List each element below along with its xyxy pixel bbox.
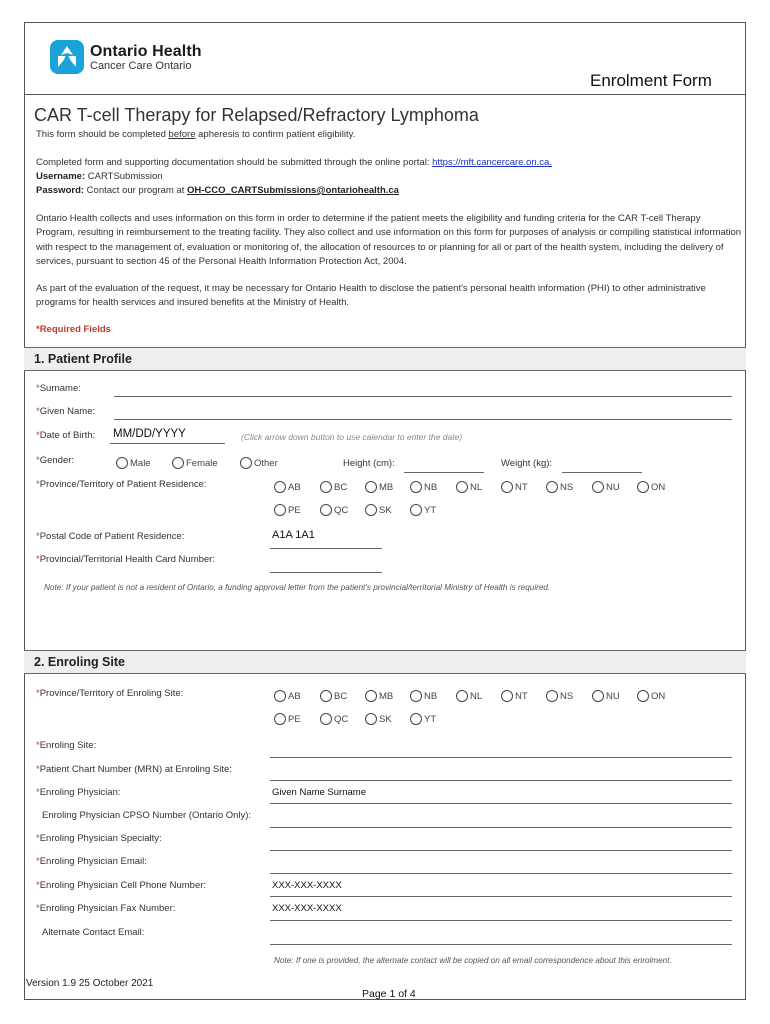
- patient-province-ns-radio[interactable]: NS: [546, 481, 573, 493]
- site-province-yt-radio[interactable]: YT: [410, 713, 436, 725]
- patient-province-pe-radio[interactable]: PE: [274, 504, 301, 516]
- site-province-bc-radio[interactable]: BC: [320, 690, 347, 702]
- surname-label: *Surname:: [36, 383, 81, 394]
- mrn-field[interactable]: [270, 780, 732, 781]
- fax-underline: [270, 920, 732, 921]
- physician-label: *Enroling Physician:: [36, 787, 121, 798]
- password-line: Password: Contact our program at OH-CCO_CARTSubmissions@ontariohealth.ca: [36, 185, 399, 196]
- site-province-nu-radio[interactable]: NU: [592, 690, 620, 702]
- disclosure-notice: As part of the evaluation of the request, it may be necessary for Ontario Health to disclose the patient's personal health information (PHI) to other administrative programs for health services and insured benefits at the Ministry of Health.: [36, 283, 706, 309]
- required-fields-note: *Required Fields: [36, 324, 111, 335]
- form-title: CAR T-cell Therapy for Relapsed/Refractory Lymphoma: [34, 105, 479, 125]
- header-divider: [24, 94, 746, 95]
- patient-province-nt-radio[interactable]: NT: [501, 481, 528, 493]
- site-province-pe-radio[interactable]: PE: [274, 713, 301, 725]
- weight-field[interactable]: [562, 472, 642, 473]
- patient-province-nl-radio[interactable]: NL: [456, 481, 482, 493]
- physician-email-field[interactable]: [270, 873, 732, 874]
- specialty-label: *Enroling Physician Specialty:: [36, 833, 162, 844]
- height-field[interactable]: [404, 472, 484, 473]
- portal-link[interactable]: https://mft.cancercare.on.ca.: [432, 157, 552, 168]
- site-province-on-radio[interactable]: ON: [637, 690, 665, 702]
- trillium-logo-icon: [50, 40, 84, 74]
- section-patient-profile: [24, 347, 746, 371]
- site-province-ab-radio[interactable]: AB: [274, 690, 301, 702]
- surname-field[interactable]: [114, 396, 732, 397]
- patient-province-yt-radio[interactable]: YT: [410, 504, 436, 516]
- patient-province-nb-radio[interactable]: NB: [410, 481, 437, 493]
- portal-instruction: Completed form and supporting documentation should be submitted through the online portal: https://mft.cancercare.on.ca.: [36, 157, 552, 168]
- section-title: 2. Enroling Site: [34, 655, 125, 669]
- cell-phone-label: *Enroling Physician Cell Phone Number:: [36, 880, 207, 891]
- gender-male-radio[interactable]: Male: [116, 457, 151, 469]
- dob-hint: (Click arrow down button to use calendar to enter the date): [241, 432, 463, 442]
- alternate-contact-note: Note: If one is provided, the alternate contact will be copied on all email correspondence about this enrolment.: [274, 956, 672, 965]
- health-card-field[interactable]: [270, 572, 382, 573]
- health-card-label: *Provincial/Territorial Health Card Number:: [36, 554, 215, 565]
- postal-code-label: *Postal Code of Patient Residence:: [36, 531, 185, 542]
- height-label: Height (cm):: [343, 458, 395, 469]
- patient-province-ab-radio[interactable]: AB: [274, 481, 301, 493]
- site-province-ns-radio[interactable]: NS: [546, 690, 573, 702]
- org-subname: Cancer Care Ontario: [90, 59, 192, 72]
- site-province-sk-radio[interactable]: SK: [365, 713, 392, 725]
- completion-instruction: This form should be completed before apheresis to confirm patient eligibility.: [36, 129, 356, 140]
- postal-code-underline: [270, 548, 382, 549]
- enroling-site-label: *Enroling Site:: [36, 740, 97, 751]
- dob-field[interactable]: MM/DD/YYYY: [113, 428, 186, 440]
- site-province-qc-radio[interactable]: QC: [320, 713, 348, 725]
- non-resident-note: Note: If your patient is not a resident of Ontario, a funding approval letter from the patient's provincial/territorial Ministry of Health is required.: [44, 583, 551, 592]
- submissions-email-link[interactable]: OH-CCO_CARTSubmissions@ontariohealth.ca: [187, 185, 399, 196]
- site-province-label: *Province/Territory of Enroling Site:: [36, 688, 184, 699]
- cell-phone-field[interactable]: XXX-XXX-XXXX: [272, 880, 342, 891]
- cpso-label: Enroling Physician CPSO Number (Ontario Only):: [42, 810, 252, 821]
- alternate-email-label: Alternate Contact Email:: [42, 927, 145, 938]
- patient-province-nu-radio[interactable]: NU: [592, 481, 620, 493]
- cpso-field[interactable]: [270, 827, 732, 828]
- cell-phone-underline: [270, 896, 732, 897]
- patient-province-sk-radio[interactable]: SK: [365, 504, 392, 516]
- specialty-field[interactable]: [270, 850, 732, 851]
- physician-field[interactable]: Given Name Surname: [272, 787, 366, 798]
- section-title: 1. Patient Profile: [34, 352, 132, 366]
- site-province-mb-radio[interactable]: MB: [365, 690, 393, 702]
- site-province-nt-radio[interactable]: NT: [501, 690, 528, 702]
- site-province-nb-radio[interactable]: NB: [410, 690, 437, 702]
- username-line: Username: CARTSubmission: [36, 171, 163, 182]
- given-name-field[interactable]: [114, 419, 732, 420]
- patient-province-mb-radio[interactable]: MB: [365, 481, 393, 493]
- given-name-label: *Given Name:: [36, 406, 96, 417]
- enroling-site-field[interactable]: [270, 757, 732, 758]
- patient-province-bc-radio[interactable]: BC: [320, 481, 347, 493]
- org-name: Ontario Health: [90, 42, 202, 60]
- patient-province-qc-radio[interactable]: QC: [320, 504, 348, 516]
- gender-female-radio[interactable]: Female: [172, 457, 218, 469]
- fax-label: *Enroling Physician Fax Number:: [36, 903, 176, 914]
- form-type-title: Enrolment Form: [590, 71, 712, 90]
- mrn-label: *Patient Chart Number (MRN) at Enroling Site:: [36, 764, 232, 775]
- weight-label: Weight (kg):: [501, 458, 553, 469]
- section-enroling-site: [24, 650, 746, 674]
- patient-province-on-radio[interactable]: ON: [637, 481, 665, 493]
- page-number: Page 1 of 4: [362, 988, 416, 1000]
- physician-underline: [270, 803, 732, 804]
- gender-other-radio[interactable]: Other: [240, 457, 278, 469]
- fax-field[interactable]: XXX-XXX-XXXX: [272, 903, 342, 914]
- postal-code-field[interactable]: A1A 1A1: [272, 529, 315, 541]
- alternate-email-field[interactable]: [270, 944, 732, 945]
- gender-label: *Gender:: [36, 455, 75, 466]
- dob-underline: [110, 443, 225, 444]
- patient-province-label: *Province/Territory of Patient Residence:: [36, 479, 207, 490]
- version-label: Version 1.9 25 October 2021: [26, 978, 154, 989]
- ontario-health-logo: [50, 40, 202, 74]
- site-province-nl-radio[interactable]: NL: [456, 690, 482, 702]
- physician-email-label: *Enroling Physician Email:: [36, 856, 147, 867]
- collection-notice: Ontario Health collects and uses information on this form in order to determine if the patient meets the eligibility and funding criteria for the CAR T-cell Therapy Program, resulting in reimbursement to the treating facility. They also collect and use information on this form for purposes of analysis or compiling statistical information with respect to the management of, evaluation or monitoring of, the allocation of resources to or planning for all or part of the health system, including the delivery of services, pursuant to section 45 of the Personal Health Information Protection Act, 2004.: [36, 213, 742, 267]
- dob-label: *Date of Birth:: [36, 430, 96, 441]
